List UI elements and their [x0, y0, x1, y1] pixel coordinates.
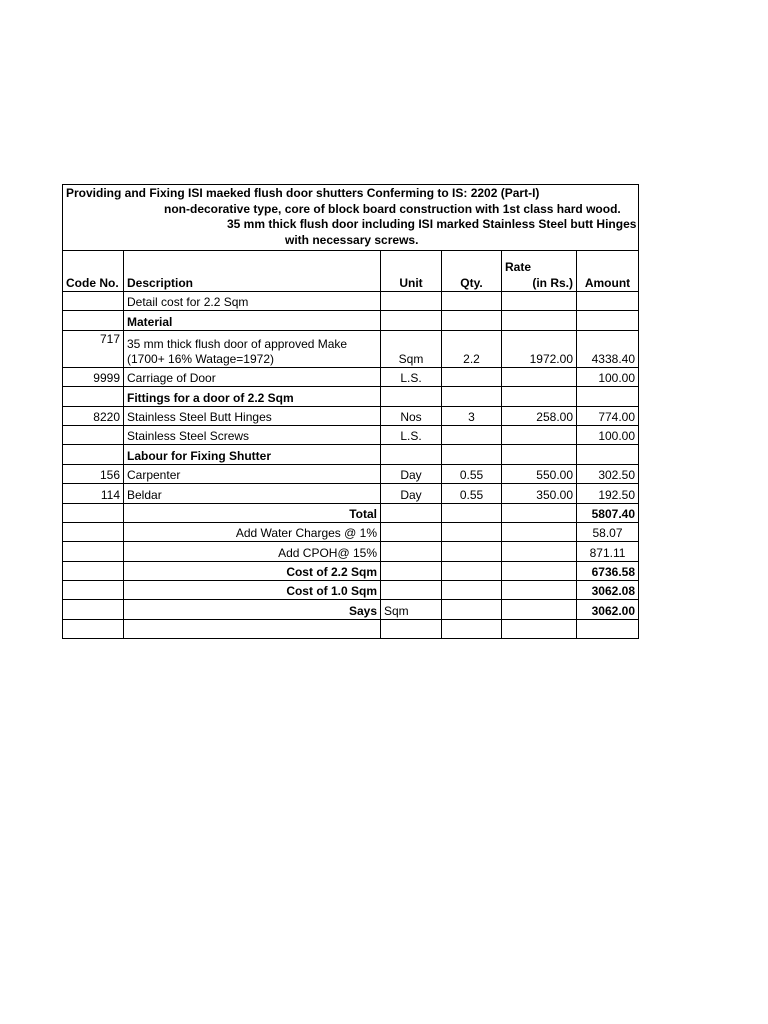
title-line-4: with necessary screws. [285, 232, 419, 247]
empty-row [63, 619, 639, 638]
empty-cell [502, 561, 577, 580]
code-cell [63, 445, 124, 464]
table-row [63, 445, 639, 464]
empty-cell [502, 522, 577, 541]
amount-cell: 100.00 [577, 425, 639, 444]
header-rate-top: Rate [505, 260, 532, 274]
empty-cell [63, 619, 124, 638]
description-cell: Stainless Steel Screws [124, 425, 381, 444]
empty-cell [442, 619, 502, 638]
header-row [63, 251, 639, 292]
amount-cell [577, 311, 639, 330]
header-description: Description [124, 251, 381, 292]
rate-cell: 350.00 [502, 484, 577, 503]
empty-cell [381, 619, 442, 638]
empty-cell [63, 600, 124, 619]
description-cell: Carriage of Door [124, 367, 381, 386]
summary-row-cpoh [63, 542, 639, 561]
summary-amount: 3062.00 [577, 600, 639, 619]
section-heading: Material [124, 311, 381, 330]
empty-cell [442, 581, 502, 600]
code-cell: 8220 [63, 406, 124, 425]
unit-cell: L.S. [381, 367, 442, 386]
unit-cell [381, 387, 442, 406]
summary-row-total [63, 503, 639, 522]
estimate-table [62, 184, 639, 639]
table-row [63, 387, 639, 406]
unit-cell [381, 445, 442, 464]
table-row [63, 425, 639, 444]
summary-row-water-charges [63, 522, 639, 541]
amount-cell: 100.00 [577, 367, 639, 386]
code-cell [63, 425, 124, 444]
header-amount: Amount [577, 251, 639, 292]
qty-cell: 0.55 [442, 484, 502, 503]
empty-cell [502, 619, 577, 638]
summary-amount: 871.11 [577, 542, 639, 561]
amount-cell: 4338.40 [577, 330, 639, 367]
rate-cell [502, 292, 577, 311]
summary-label: Add CPOH@ 15% [124, 542, 381, 561]
qty-cell: 3 [442, 406, 502, 425]
table-row [63, 367, 639, 386]
unit-cell: Sqm [381, 330, 442, 367]
rate-cell: 258.00 [502, 406, 577, 425]
rate-cell [502, 387, 577, 406]
summary-unit: Sqm [381, 600, 442, 619]
description-cell: Detail cost for 2.2 Sqm [124, 292, 381, 311]
qty-cell [442, 445, 502, 464]
table-row [63, 406, 639, 425]
empty-cell [442, 542, 502, 561]
description-cell: Stainless Steel Butt Hinges [124, 406, 381, 425]
qty-cell [442, 367, 502, 386]
code-cell [63, 311, 124, 330]
summary-row-cost-2-2 [63, 561, 639, 580]
rate-cell: 550.00 [502, 464, 577, 483]
amount-cell [577, 292, 639, 311]
amount-cell [577, 387, 639, 406]
header-qty: Qty. [442, 251, 502, 292]
amount-cell [577, 445, 639, 464]
summary-unit [381, 503, 442, 522]
description-cell: Carpenter [124, 464, 381, 483]
unit-cell: L.S. [381, 425, 442, 444]
code-cell: 9999 [63, 367, 124, 386]
code-cell [63, 387, 124, 406]
summary-label: Add Water Charges @ 1% [124, 522, 381, 541]
table-row [63, 330, 639, 367]
header-code: Code No. [63, 251, 124, 292]
empty-cell [442, 522, 502, 541]
qty-cell [442, 387, 502, 406]
empty-cell [124, 619, 381, 638]
code-cell [63, 292, 124, 311]
summary-unit [381, 522, 442, 541]
summary-amount: 58.07 [577, 522, 639, 541]
summary-unit [381, 561, 442, 580]
table-row [63, 311, 639, 330]
description-cell: Beldar [124, 484, 381, 503]
table-row [63, 464, 639, 483]
rate-cell [502, 425, 577, 444]
summary-label: Total [124, 503, 381, 522]
empty-cell [63, 522, 124, 541]
unit-cell [381, 292, 442, 311]
summary-amount: 6736.58 [577, 561, 639, 580]
header-unit: Unit [381, 251, 442, 292]
rate-cell [502, 445, 577, 464]
section-heading: Labour for Fixing Shutter [124, 445, 381, 464]
unit-cell: Day [381, 484, 442, 503]
empty-cell [502, 542, 577, 561]
table-row [63, 292, 639, 311]
empty-cell [502, 600, 577, 619]
rate-cell [502, 367, 577, 386]
code-cell: 717 [63, 330, 124, 367]
empty-cell [63, 581, 124, 600]
title-row [63, 185, 639, 251]
title-line-2: non-decorative type, core of block board construction with 1st class hard wood. [164, 201, 621, 216]
title-line-1: Providing and Fixing ISI maeked flush door shutters Conferming to IS: 2202 (Part-I) [66, 186, 540, 200]
code-cell: 114 [63, 484, 124, 503]
amount-cell: 192.50 [577, 484, 639, 503]
empty-cell [63, 503, 124, 522]
empty-cell [502, 581, 577, 600]
empty-cell [442, 561, 502, 580]
summary-unit [381, 542, 442, 561]
summary-row-cost-1-0 [63, 581, 639, 600]
summary-amount: 5807.40 [577, 503, 639, 522]
amount-cell: 302.50 [577, 464, 639, 483]
description-cell: 35 mm thick flush door of approved Make (1700+ 16% Watage=1972) [124, 330, 381, 367]
summary-label: Says [124, 600, 381, 619]
summary-row-says [63, 600, 639, 619]
empty-cell [577, 619, 639, 638]
header-rate [502, 251, 577, 292]
header-rate-bottom: (in Rs.) [532, 276, 573, 290]
empty-cell [442, 600, 502, 619]
qty-cell [442, 311, 502, 330]
section-heading: Fittings for a door of 2.2 Sqm [124, 387, 381, 406]
summary-amount: 3062.08 [577, 581, 639, 600]
title-line-3: 35 mm thick flush door including ISI marked Stainless Steel butt Hinges [227, 217, 637, 231]
empty-cell [63, 561, 124, 580]
amount-cell: 774.00 [577, 406, 639, 425]
empty-cell [502, 503, 577, 522]
empty-cell [442, 503, 502, 522]
summary-label: Cost of 1.0 Sqm [124, 581, 381, 600]
summary-label: Cost of 2.2 Sqm [124, 561, 381, 580]
qty-cell [442, 425, 502, 444]
summary-unit [381, 581, 442, 600]
qty-cell: 0.55 [442, 464, 502, 483]
qty-cell [442, 292, 502, 311]
rate-cell [502, 311, 577, 330]
empty-cell [63, 542, 124, 561]
rate-cell: 1972.00 [502, 330, 577, 367]
unit-cell: Day [381, 464, 442, 483]
table-row [63, 484, 639, 503]
table-title [63, 185, 639, 251]
unit-cell: Nos [381, 406, 442, 425]
code-cell: 156 [63, 464, 124, 483]
unit-cell [381, 311, 442, 330]
qty-cell: 2.2 [442, 330, 502, 367]
